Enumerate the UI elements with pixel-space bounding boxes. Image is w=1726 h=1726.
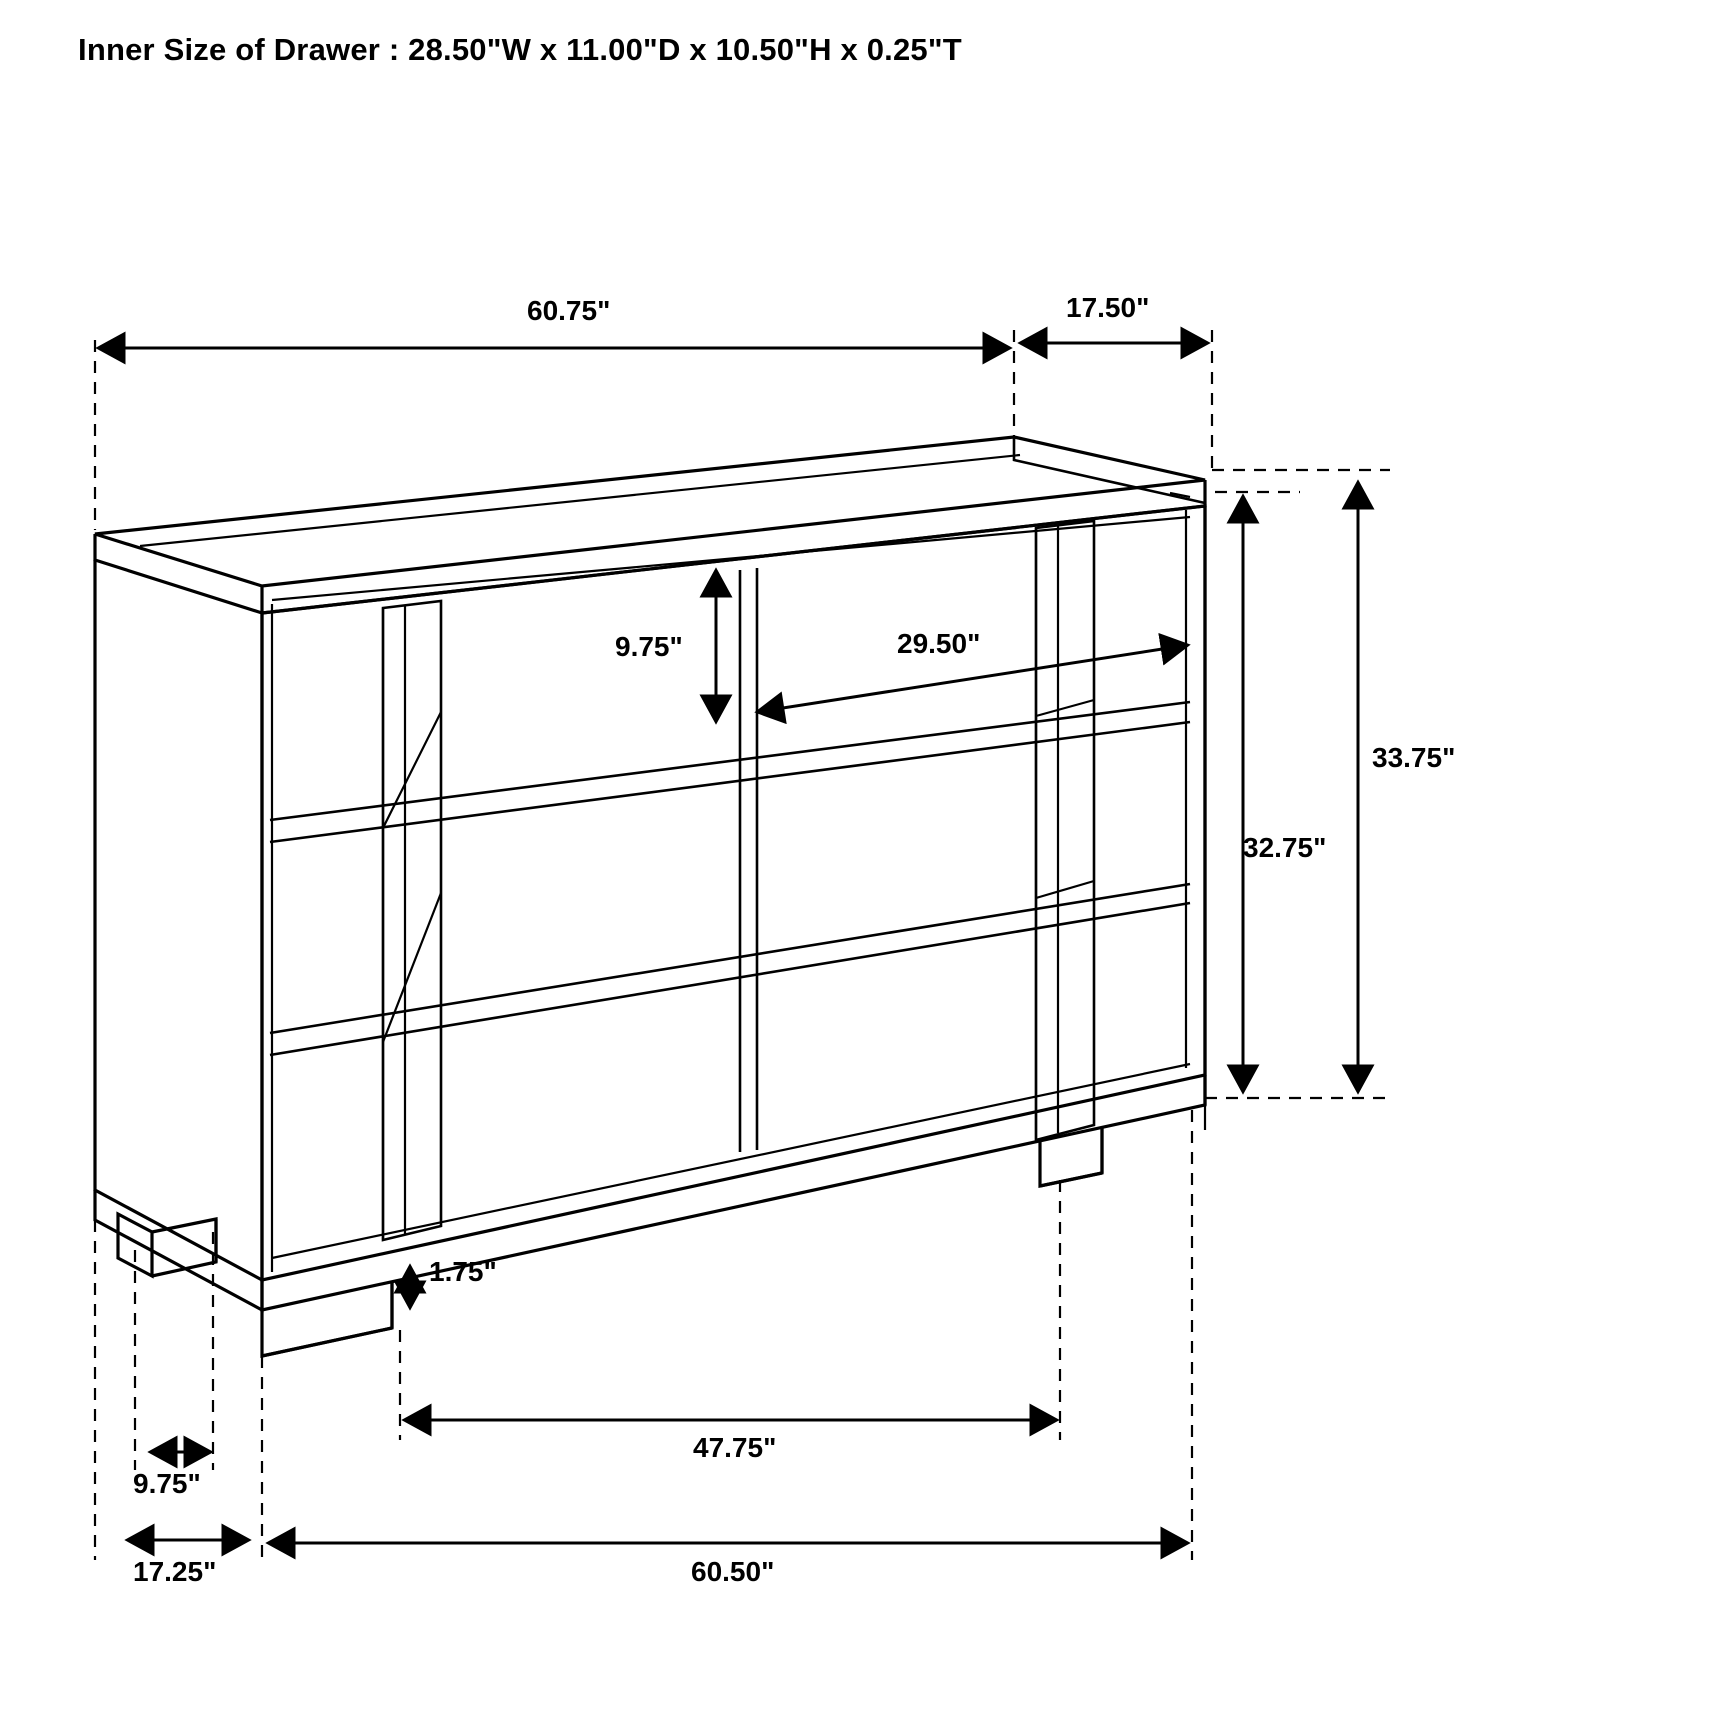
drawer-divider-2-top: [270, 884, 1190, 1033]
plinth-front: [262, 1075, 1205, 1310]
top-edge-right: [1014, 437, 1205, 503]
dimension-arrows: [98, 343, 1358, 1543]
top-inner-line: [140, 455, 1020, 546]
drawer-divider-1-bottom: [270, 722, 1190, 842]
dim-label-base-width: 60.50": [691, 1556, 775, 1587]
dim-label-height-overall: 33.75": [1372, 742, 1456, 773]
foot-front-right-bottom: [1040, 1173, 1102, 1186]
foot-front-left: [262, 1282, 392, 1356]
dim-label-width-top: 60.75": [527, 295, 611, 326]
top-panel: [95, 437, 1205, 586]
handle-right-seg-1: [1036, 700, 1094, 716]
handle-left-seg-2: [383, 893, 441, 1042]
handle-right-column: [1036, 521, 1094, 1140]
dresser-body: [95, 437, 1205, 1356]
front-face: [262, 506, 1205, 1280]
dim-label-base-offset: 17.25": [133, 1556, 217, 1587]
drawer-top-reveal: [272, 517, 1190, 600]
drawer-bottom-reveal: [272, 1064, 1190, 1258]
left-side-panel: [95, 560, 262, 1280]
handle-right-seg-2: [1036, 881, 1094, 898]
plinth-left: [95, 1190, 262, 1310]
foot-front-left-bottom: [262, 1328, 392, 1356]
top-edge-left: [95, 534, 262, 613]
page-title: Inner Size of Drawer : 28.50"W x 11.00"D x 10.50"H x 0.25"T: [78, 32, 962, 67]
handle-left-column: [383, 601, 441, 1240]
dim-label-drawer-width: 29.50": [897, 628, 981, 659]
dim-label-foot-height: 1.75": [429, 1256, 497, 1287]
foot-rear-left: [118, 1214, 152, 1276]
handle-left-seg-1: [383, 712, 441, 828]
dim-label-drawer-height: 9.75": [615, 631, 683, 662]
dim-label-foot-width: 9.75": [133, 1468, 201, 1499]
dim-label-inner-span: 47.75": [693, 1432, 777, 1463]
dim-label-height-body: 32.75": [1243, 832, 1327, 863]
drawer-divider-1-top: [270, 702, 1190, 820]
dim-label-depth-top: 17.50": [1066, 292, 1150, 323]
